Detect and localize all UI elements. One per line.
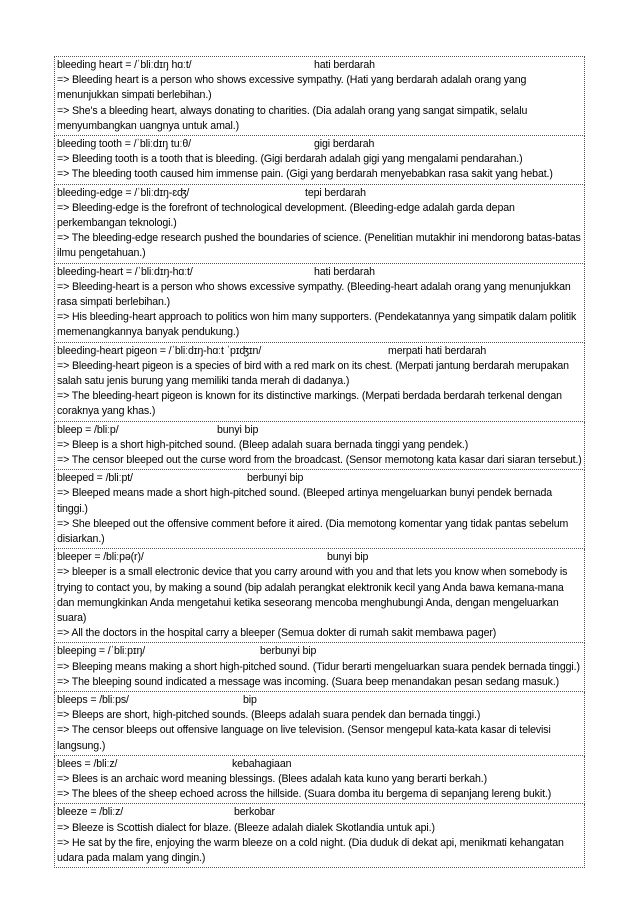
entry-header (57, 423, 583, 438)
entry-translation: bunyi bip (327, 551, 369, 564)
entry-translation: hati berdarah (314, 59, 375, 71)
entry-translation: hati berdarah (314, 265, 375, 278)
definition-line: => Bleeding-heart pigeon is a species of bird with a red mark on its chest. (Merpati jantung berdarah merupakan salah satu jenis burung yang memiliki tanda merah di dadanya.) (57, 359, 569, 387)
entry-term: bleeped = /bliːpt/ (57, 472, 133, 485)
example-line: => The bleeding-edge research pushed the boundaries of science. (Penelitian mutakhir ini mendorong batas-batas ilmu pengetahuan.) (57, 232, 581, 260)
entry-header (57, 805, 583, 820)
entry-translation: tepi berdarah (305, 186, 366, 199)
entry-term: bleeding tooth = /ˈbliːdɪŋ tuːθ/ (57, 138, 191, 150)
definition-line: => Bleeding-heart is a person who shows excessive sympathy. (Bleeding-heart adalah orang yang menunjukkan rasa simpati berlebihan.) (57, 280, 571, 308)
entry-translation: berbunyi bip (260, 645, 317, 658)
entry-term: bleeze = /bliːz/ (57, 806, 124, 819)
entry-bleep (54, 422, 585, 471)
entry-translation: berbunyi bip (247, 472, 304, 485)
entry-term: bleeding-edge = /ˈbliːdɪŋ-ɛʤ/ (57, 186, 190, 199)
definition-line: => Bleeding tooth is a tooth that is bleeding. (Gigi berdarah adalah gigi yang mengalami pendarahan.) (57, 153, 523, 166)
definition-line: => Bleeding-edge is the forefront of technological development. (Bleeding-edge adalah garda depan perkembangan teknologi.) (57, 201, 515, 229)
entry-header (57, 137, 583, 152)
entry-bleeding-edge (54, 185, 585, 264)
entry-bleeding-heart-pigeon (54, 343, 585, 422)
entry-term: bleeding heart = /ˈbliːdɪŋ hɑːt/ (57, 59, 192, 71)
entry-term: bleeding-heart pigeon = /ˈbliːdɪŋ-hɑːt ˈpɪʤɪn/ (57, 344, 262, 357)
entry-header (57, 186, 583, 201)
definition-line: => Bleep is a short high-pitched sound. (Bleep adalah suara bernada tinggi yang pendek.) (57, 438, 469, 451)
example-line: => The bleeding tooth caused him immense pain. (Gigi yang berdarah menyebabkan rasa sakit yang hebat.) (57, 168, 553, 181)
example-line: => The blees of the sheep echoed across the hillside. (Suara domba itu bergema di sepanjang lereng bukit.) (57, 788, 552, 801)
definition-line: => Bleeding heart is a person who shows excessive sympathy. (Hati yang berdarah adalah orang yang menunjukkan simpati berlebihan.) (57, 74, 527, 102)
entry-bleeped (54, 470, 585, 549)
example-line: => The bleeding-heart pigeon is known for its distinctive markings. (Merpati berdada berdarah terkenal dengan coraknya yang khas.) (57, 390, 562, 418)
definition-line: => Blees is an archaic word meaning blessings. (Blees adalah kata kuno yang berarti berkah.) (57, 772, 488, 785)
entry-bleeper (54, 549, 585, 643)
entry-translation: gigi berdarah (314, 138, 375, 150)
entry-term: bleeding-heart = /ˈbliːdɪŋ-hɑːt/ (57, 265, 193, 278)
entry-bleeping (54, 643, 585, 692)
entry-bleeze (54, 804, 585, 868)
example-line: => He sat by the fire, enjoying the warm bleeze on a cold night. (Dia duduk di dekat api, menikmati kehangatan udara pada malam yang dingin.) (57, 836, 564, 864)
entry-term: bleeping = /ˈbliːpɪŋ/ (57, 645, 146, 658)
entry-header (57, 471, 583, 486)
entry-bleeps (54, 692, 585, 756)
entry-header (57, 265, 583, 280)
example-line: => The censor bleeps out offensive language on live television. (Sensor mengepul kata-kata kasar di televisi langsung.) (57, 724, 551, 752)
definition-line: => Bleeping means making a short high-pitched sound. (Tidur berarti mengeluarkan suara pendek bernada tinggi.) (57, 660, 580, 673)
entry-term: blees = /bliːz/ (57, 757, 118, 770)
entry-bleeding-heart-hyphen (54, 264, 585, 343)
entry-translation: kebahagiaan (232, 757, 292, 770)
entry-translation: bip (243, 693, 257, 706)
definition-line: => Bleeze is Scottish dialect for blaze. (Bleeze adalah dialek Skotlandia untuk api.) (57, 821, 435, 834)
entry-bleeding-heart (54, 57, 585, 136)
entry-header (57, 550, 583, 565)
example-line: => She's a bleeding heart, always donating to charities. (Dia adalah orang yang sangat simpatik, selalu menyumbangkan uangnya untuk amal.) (57, 104, 528, 132)
definition-line: => Bleeped means made a short high-pitched sound. (Bleeped artinya mengeluarkan bunyi pendek bernada tinggi.) (57, 487, 553, 515)
entry-bleeding-tooth (54, 136, 585, 185)
entry-translation: bunyi bip (217, 423, 259, 436)
example-line: => All the doctors in the hospital carry a bleeper (Semua dokter di rumah sakit membawa pager) (57, 627, 497, 640)
entry-blees (54, 756, 585, 805)
dictionary-page (54, 56, 585, 868)
entry-header (57, 693, 583, 708)
definition-line: => bleeper is a small electronic device that you carry around with you and that lets you know when somebody is trying to contact you, by making a sound (bip adalah perangkat elektronik kecil yang Anda bawa kemana-mana dan memungkinkan Anda mengetahui ketika seseorang mencoba menghubungi Anda, dengan mengeluarkan suara) (57, 566, 568, 624)
example-line: => His bleeding-heart approach to politics won him many supporters. (Pendekatannya yang simpatik dalam politik memenangkannya banyak pendukung.) (57, 311, 577, 339)
entry-header (57, 344, 583, 359)
entry-term: bleeper = /bliːpə(r)/ (57, 551, 144, 564)
entry-term: bleeps = /bliːps/ (57, 693, 129, 706)
entry-term: bleep = /bliːp/ (57, 423, 119, 436)
entry-translation: berkobar (234, 806, 275, 819)
example-line: => She bleeped out the offensive comment before it aired. (Dia memotong komentar yang tidak pantas sebelum disiarkan.) (57, 517, 569, 545)
entry-translation: merpati hati berdarah (388, 344, 487, 357)
entry-header (57, 58, 583, 73)
definition-line: => Bleeps are short, high-pitched sounds. (Bleeps adalah suara pendek dan bernada tinggi.) (57, 709, 481, 722)
entry-header (57, 757, 583, 772)
entry-header (57, 644, 583, 659)
example-line: => The censor bleeped out the curse word from the broadcast. (Sensor memotong kata kasar dari siaran tersebut.) (57, 453, 582, 466)
example-line: => The bleeping sound indicated a message was incoming. (Suara beep menandakan pesan sedang masuk.) (57, 675, 560, 688)
